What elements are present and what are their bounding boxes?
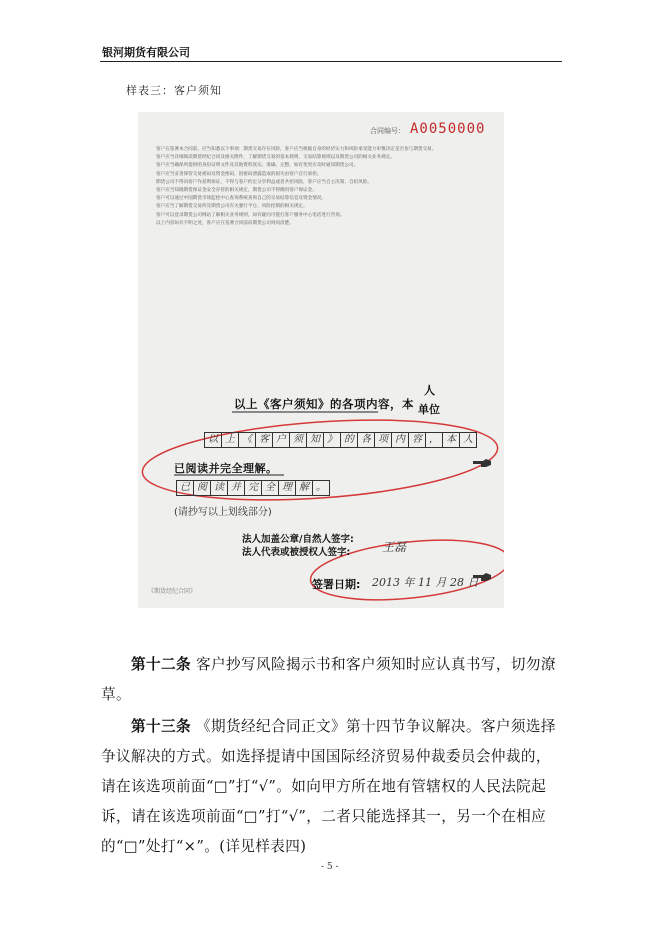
grid-cell: 内 <box>392 432 409 448</box>
grid-cell: 》 <box>324 432 341 448</box>
notice-paragraph: 期货公司不得向客户作获利保证，不得与客户约定分享利益或者共担风险，客户应当自主决策、自担风险。 <box>156 179 372 185</box>
grid-cell: 已 <box>177 480 194 496</box>
grid-cell: 人 <box>460 432 477 448</box>
confirm-unit: 单位 <box>418 403 440 416</box>
notice-fine-text <box>146 146 498 228</box>
date-label: 签署日期: <box>312 578 361 591</box>
article-12-heading: 第十二条 <box>131 656 191 673</box>
confirm-line: 以上《客户须知》的各项内容，本 <box>234 397 414 411</box>
header-company: 银河期货有限公司 <box>102 46 190 59</box>
notice-paragraph: 客户应当详细阅读期货经纪合同及相关附件，了解期货交易的基本规则、交易结算规则以及期货公司的相关业务规定。 <box>156 155 395 161</box>
notice-paragraph: 客户可以登录期货公司网站了解相关业务规则，如有疑问可拨打客户服务中心电话进行咨询。 <box>156 212 345 218</box>
printed-line: 已阅读并完全理解。 <box>174 462 278 475</box>
grid-cell: 阅 <box>194 480 211 496</box>
signature-label-representative: 法人代表或被授权人签字: <box>242 547 351 558</box>
grid-cell: 完 <box>245 480 262 496</box>
grid-cell: 解 <box>296 480 313 496</box>
page-number: - 5 - <box>321 862 339 872</box>
grid-cell: 本 <box>443 432 460 448</box>
grid-cell: 知 <box>307 432 324 448</box>
handwritten-grid-a <box>204 432 477 448</box>
pointing-hand-icon <box>472 572 492 582</box>
grid-cell: 并 <box>228 480 245 496</box>
notice-paragraph: 客户可以通过中国期货市场监控中心查询系统查询自己的交易结算信息及资金情况。 <box>156 196 326 202</box>
handwritten-date: 2013 年 11 月 28 日 <box>372 576 479 589</box>
grid-cell: 各 <box>358 432 375 448</box>
article-13-text: 《期货经纪合同正文》第十四节争议解决。客户须选择争议解决的方式。如选择提请中国国际经济贸易仲裁委员会仲裁的，请在该选项前面“□”打“√”。如向甲方所在地有管辖权的人民法院起诉，请在该选项前面“□”打“√”，二者只能选择其一，另一个在相应的“□”处打“×”。(详见样表四) <box>101 718 556 855</box>
copy-instruction-note: (请抄写以上划线部分) <box>174 507 272 518</box>
notice-paragraph: 客户应当知晓期货保证金安全存管的相关规定，期货公司不得挪用客户保证金。 <box>156 188 317 194</box>
pointing-hand-icon <box>472 458 492 468</box>
scanned-notice-image <box>138 112 504 608</box>
grid-cell: 。 <box>313 480 330 496</box>
article-13 <box>101 712 563 862</box>
article-12 <box>101 650 563 710</box>
signature-label-legal-person: 法人加盖公章/自然人签字: <box>242 534 354 545</box>
grid-cell: 须 <box>290 432 307 448</box>
grid-cell: ， <box>426 432 443 448</box>
contract-label: 合同编号： <box>370 127 405 135</box>
grid-cell: 以 <box>205 432 222 448</box>
notice-paragraph: 以上内容如有不明之处，客户应在签署合同前向期货公司询问清楚。 <box>156 220 294 226</box>
contract-number: A0050000 <box>410 121 486 137</box>
sample-title: 样表三：客户须知 <box>126 84 222 97</box>
grid-cell: 项 <box>375 432 392 448</box>
grid-cell: 上 <box>222 432 239 448</box>
header-rule <box>100 61 562 62</box>
grid-cell: 《 <box>239 432 256 448</box>
handwritten-signature: 王磊 <box>382 540 407 554</box>
handwritten-grid-b <box>176 480 330 496</box>
grid-cell: 户 <box>273 432 290 448</box>
grid-cell: 全 <box>262 480 279 496</box>
grid-cell: 客 <box>256 432 273 448</box>
article-13-heading: 第十三条 <box>131 718 191 735</box>
grid-cell: 理 <box>279 480 296 496</box>
confirm-unit-top: 人 <box>424 384 435 397</box>
scan-footer-note: 《期货经纪合同》 <box>148 588 197 595</box>
notice-paragraph: 客户在签署本合同前，应当知悉以下事项：期货交易存在风险，客户应当根据自身的经济实力和风险承受能力审慎决定是否参与期货交易。 <box>156 147 437 152</box>
notice-paragraph: 客户应当了解期货交易所及期货公司有关强行平仓、风险控制的相关规定。 <box>156 204 308 210</box>
grid-cell: 的 <box>341 432 358 448</box>
notice-paragraph: 客户应当确保所提供的身份证明文件及其他资料真实、准确、完整，如有变更应及时通知期货公司。 <box>156 163 359 169</box>
grid-cell: 读 <box>211 480 228 496</box>
grid-cell: 容 <box>409 432 426 448</box>
notice-paragraph: 客户应当妥善保管交易密码及资金密码，因密码泄露造成的损失由客户自行承担。 <box>156 171 322 177</box>
article-12-text: 客户抄写风险揭示书和客户须知时应认真书写，切勿潦草。 <box>101 656 556 703</box>
